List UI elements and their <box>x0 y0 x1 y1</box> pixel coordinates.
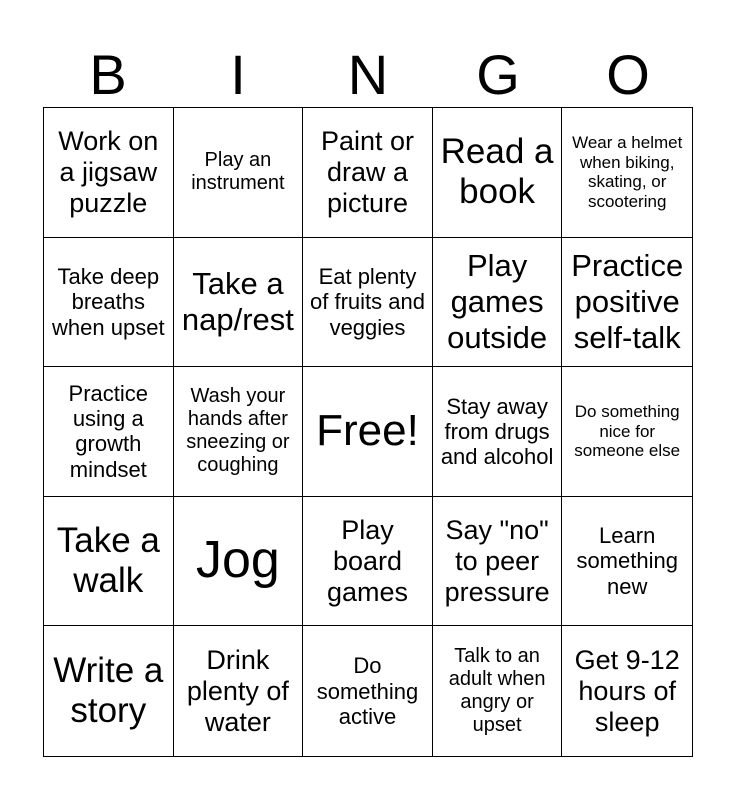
cell-text: Practice positive self-talk <box>571 248 684 355</box>
bingo-cell-b2[interactable] <box>44 238 174 368</box>
cell-text: Do something active <box>316 653 419 729</box>
bingo-cell-b5[interactable] <box>44 626 174 756</box>
cell-text: Learn something new <box>576 523 678 599</box>
cell-text: Play board games <box>326 514 409 607</box>
header-letter-b: B <box>89 43 127 106</box>
cell-text: Say "no" to peer pressure <box>444 514 550 607</box>
cell-text: Jog <box>195 531 280 590</box>
bingo-cell-g5[interactable] <box>433 626 563 756</box>
bingo-cell-i3[interactable] <box>174 367 304 497</box>
cell-text: Drink plenty of water <box>186 644 289 737</box>
bingo-cell-i4[interactable] <box>174 497 304 627</box>
bingo-cell-g3[interactable] <box>433 367 563 497</box>
cell-text: Wear a helmet when biking, skating, or scootering <box>572 133 683 211</box>
bingo-cell-o2[interactable] <box>562 238 692 368</box>
bingo-cell-b4[interactable] <box>44 497 174 627</box>
cell-text: Wash your hands after sneezing or coughing <box>186 385 290 477</box>
cell-text: Paint or draw a picture <box>320 125 415 218</box>
bingo-cell-o4[interactable] <box>562 497 692 627</box>
header-letter-g: G <box>476 43 520 106</box>
bingo-cell-i2[interactable] <box>174 238 304 368</box>
header-letter-n: N <box>347 43 389 106</box>
bingo-cell-b1[interactable] <box>44 108 174 238</box>
cell-text: Take a walk <box>56 520 160 601</box>
bingo-cell-i1[interactable] <box>174 108 304 238</box>
cell-text: Take deep breaths when upset <box>52 263 165 340</box>
cell-text: Work on a jigsaw puzzle <box>58 125 159 218</box>
bingo-cell-g4[interactable] <box>433 497 563 627</box>
bingo-cell-g2[interactable] <box>433 238 563 368</box>
bingo-cell-n1[interactable] <box>303 108 433 238</box>
cell-text: Practice using a growth mindset <box>68 380 149 482</box>
header-letter-i: I <box>230 43 246 106</box>
cell-text: Write a story <box>53 650 164 731</box>
bingo-cell-i5[interactable] <box>174 626 304 756</box>
bingo-cell-g1[interactable] <box>433 108 563 238</box>
bingo-cell-free[interactable] <box>303 367 433 497</box>
cell-text: Play an instrument <box>191 149 285 195</box>
bingo-cell-o3[interactable] <box>562 367 692 497</box>
bingo-cell-n5[interactable] <box>303 626 433 756</box>
bingo-cell-n4[interactable] <box>303 497 433 627</box>
bingo-header <box>43 44 693 106</box>
free-space-text: Free! <box>316 406 419 456</box>
cell-text: Talk to an adult when angry or upset <box>448 645 546 737</box>
cell-text: Take a nap/rest <box>181 266 294 337</box>
bingo-cell-b3[interactable] <box>44 367 174 497</box>
cell-text: Do something nice for someone else <box>574 402 681 461</box>
bingo-cell-o5[interactable] <box>562 626 692 756</box>
bingo-cell-o1[interactable] <box>562 108 692 238</box>
cell-text: Get 9-12 hours of sleep <box>574 644 680 737</box>
header-letter-o: O <box>606 43 650 106</box>
cell-text: Play games outside <box>447 248 548 355</box>
cell-text: Read a book <box>440 132 554 212</box>
bingo-board <box>43 107 693 757</box>
bingo-cell-n2[interactable] <box>303 238 433 368</box>
cell-text: Eat plenty of fruits and veggies <box>310 263 425 340</box>
cell-text: Stay away from drugs and alcohol <box>440 393 554 470</box>
